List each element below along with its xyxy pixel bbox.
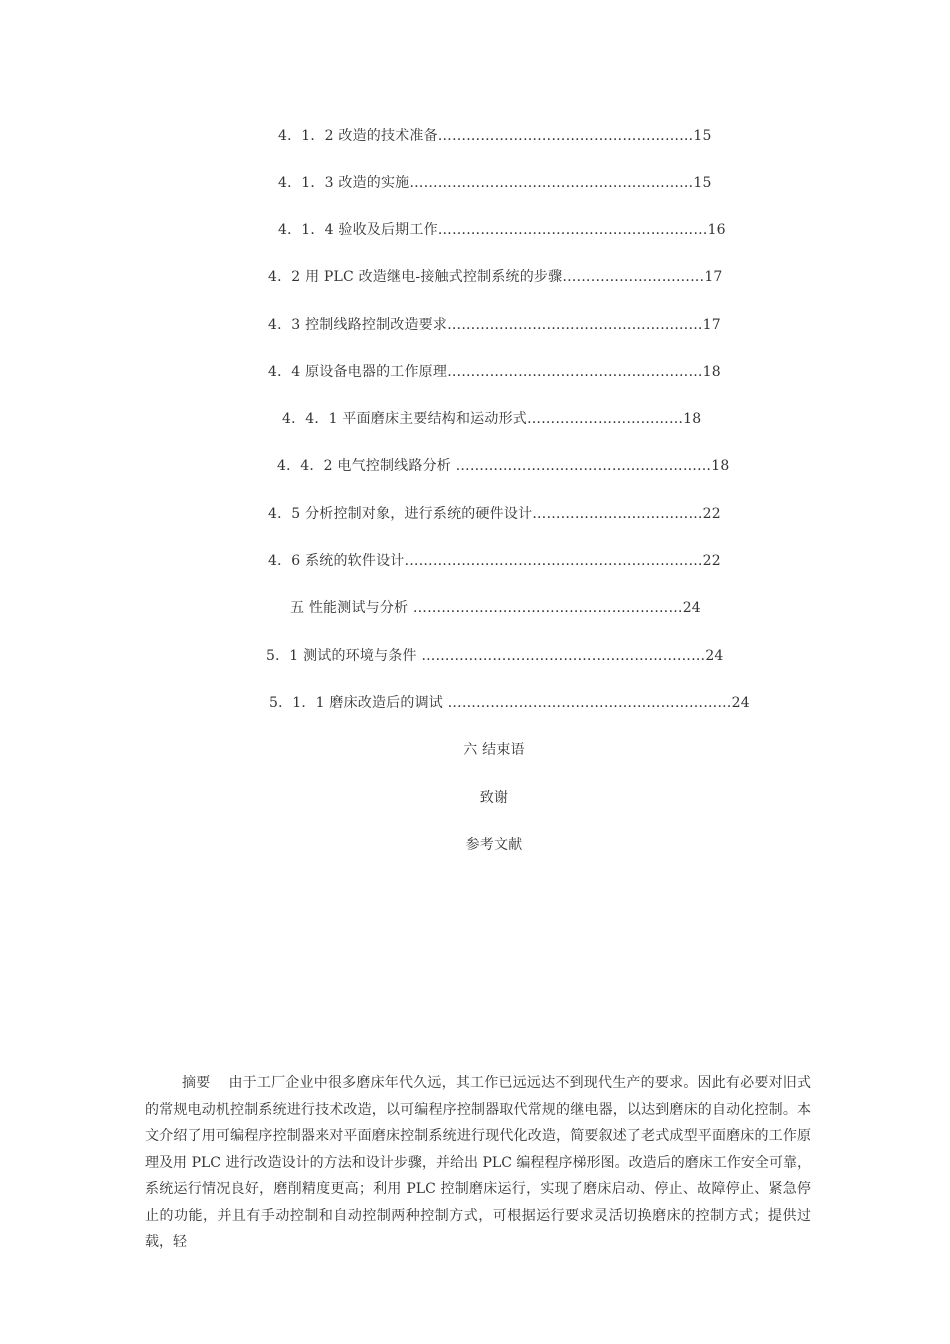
- toc-entry-5: 五 性能测试与分析 …………………………………………………24: [290, 600, 701, 616]
- toc-entry-4-6: 4．6 系统的软件设计………………………………………………………22: [268, 553, 721, 569]
- abstract-label: 摘要: [182, 1075, 211, 1091]
- toc-entry-4-1-4: 4．1．4 验收及后期工作…………………………………………………16: [278, 222, 726, 238]
- toc-entry-5-1: 5．1 测试的环境与条件 ……………………………………………………24: [266, 648, 724, 664]
- toc-entry-4-1-3: 4．1．3 改造的实施……………………………………………………15: [278, 175, 712, 191]
- toc-entry-thanks: 致谢: [479, 790, 509, 806]
- toc-entry-4-1-2: 4．1．2 改造的技术准备………………………………………………15: [278, 128, 712, 144]
- toc-entry-4-3: 4．3 控制线路控制改造要求………………………………………………17: [268, 317, 721, 333]
- toc-entry-4-5: 4．5 分析控制对象，进行系统的硬件设计………………………………22: [268, 506, 721, 522]
- abstract-text: 由于工厂企业中很多磨床年代久远，其工作已远远达不到现代生产的要求。因此有必要对旧式的常规电动机控制系统进行技术改造，以可编程序控制器取代常规的继电器，以达到磨床的自动化控制。本文介绍了用可编程序控制器来对平面磨床控制系统进行现代化改造，简要叙述了老式成型平面磨床的工作原理及用 PLC 进行改造设计的方法和设计步骤，并给出 PLC 编程程序梯形图。改造后的磨床工作安全可靠，系统运行情况良好，磨削精度更高；利用 PLC 控制磨床运行，实现了磨床启动、停止、故障停止、紧急停止的功能，并且有手动控制和自动控制两种控制方式，可根据运行要求灵活切换磨床的控制方式；提供过载，轻: [145, 1075, 812, 1250]
- toc-entry-conclusion: 六 结束语: [463, 742, 525, 758]
- abstract-paragraph: [145, 1070, 811, 1256]
- toc-entry-references: 参考文献: [465, 837, 523, 853]
- toc-entry-5-1-1: 5．1．1 磨床改造后的调试 ……………………………………………………24: [269, 695, 750, 711]
- toc-entry-4-4: 4．4 原设备电器的工作原理………………………………………………18: [268, 364, 721, 380]
- toc-entry-4-4-2: 4．4．2 电气控制线路分析 ………………………………………………18: [277, 458, 730, 474]
- toc-entry-4-4-1: 4．4．1 平面磨床主要结构和运动形式……………………………18: [282, 411, 702, 427]
- toc-entry-4-2: 4．2 用 PLC 改造继电-接触式控制系统的步骤…………………………17: [268, 269, 723, 285]
